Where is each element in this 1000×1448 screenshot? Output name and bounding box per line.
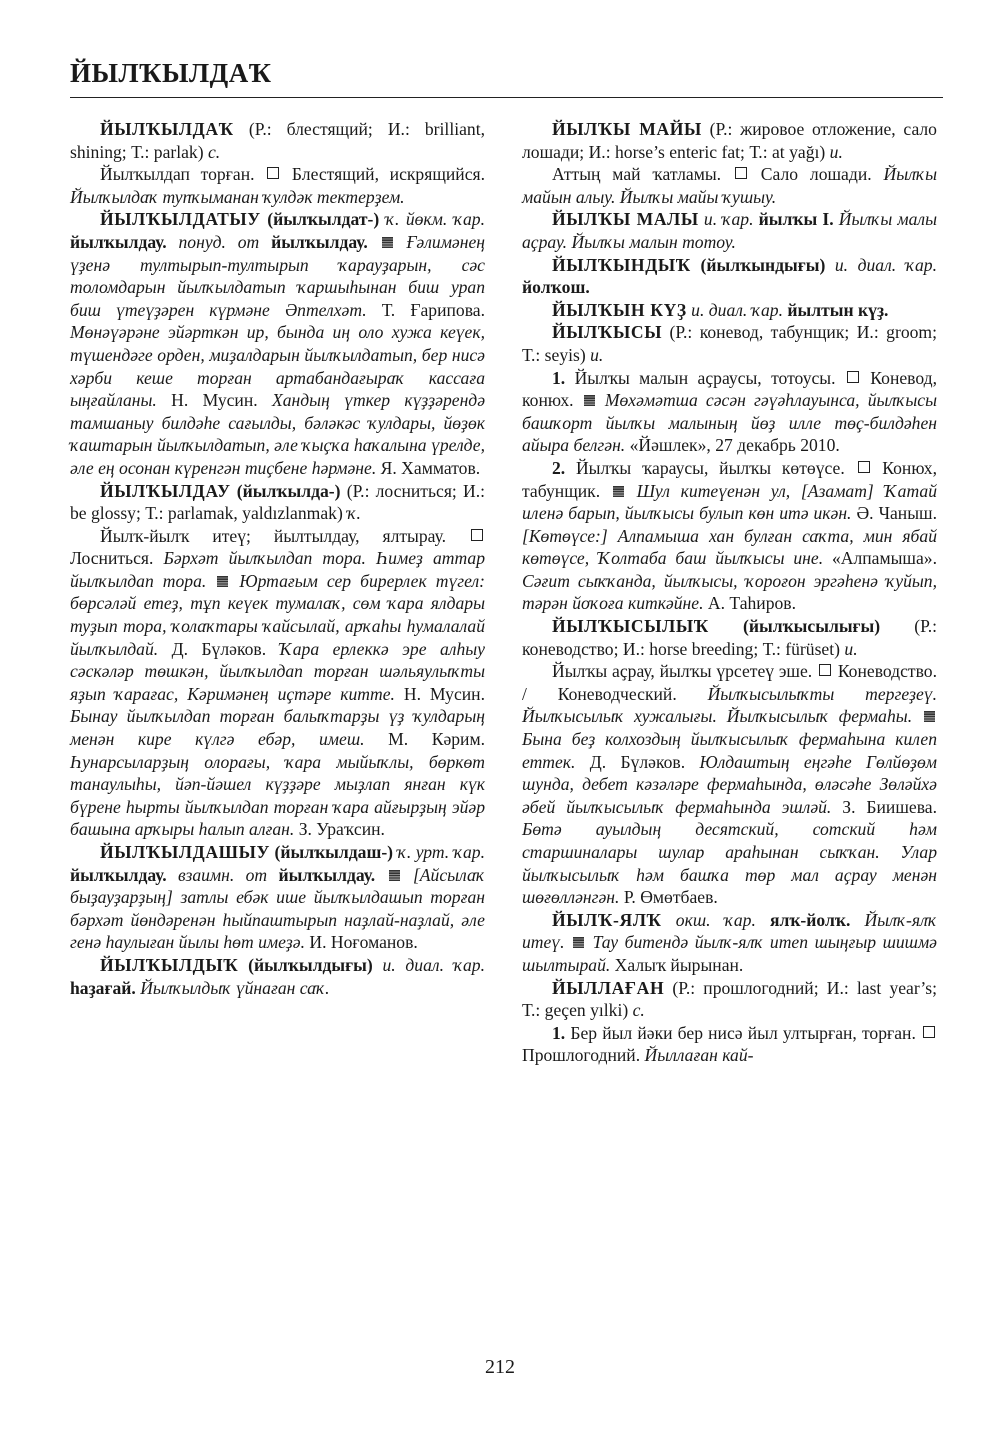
- bold-text: йылтын күҙ.: [787, 299, 889, 320]
- bold-text: (йылҡындығы): [690, 254, 835, 275]
- italic-text: Бына беҙ колхоздың йылҡысылыҡ фермаһына килеп еттек.: [522, 729, 937, 772]
- filled-square-icon: [217, 576, 228, 587]
- dictionary-entry: [70, 208, 485, 479]
- italic-text: Йылҡ-ялҡ итеү.: [522, 909, 937, 953]
- entry-text: [626, 481, 637, 501]
- italic-text: Йылҡылдыҡ үйнаған саҡ.: [140, 977, 330, 998]
- entry-text: Я. Хамматов.: [376, 457, 481, 478]
- dictionary-entry: [522, 254, 937, 299]
- italic-text: и. диал. ҡар.: [686, 299, 788, 320]
- italic-text: окш. ҡар.: [661, 909, 770, 930]
- dictionary-entry: [522, 615, 937, 660]
- italic-text: Сәғит сыҡҡанда, йылҡысы, ҡороғон эргәһенә ҡуйып, тәрән йоҡоға киткәйне.: [522, 570, 937, 614]
- entry-text: Н. Мусин.: [156, 390, 272, 411]
- italic-text: Һунарсыларҙың олорағы, ҡара мыйыҡлы, бөркөт танаулыһы, йәп-йәшел күҙҙәре мыҙлап янған күк бүрене һырты йылҡылдап торған ҡара айғырҙың эйәр башына арҡыры һалып алған.: [70, 751, 485, 840]
- entry-text: Йылҡы аҫрау, йылҡы үрсетеү эше.: [552, 661, 817, 682]
- entry-text: З. Ураҡсин.: [294, 819, 385, 840]
- headword: ЙЫЛЛАҒАН: [552, 977, 665, 998]
- italic-text: и.: [590, 344, 604, 365]
- entry-text: Т. Ғарипова.: [366, 299, 486, 320]
- italic-text: ҡ. йөкм. ҡар.: [385, 209, 485, 230]
- dictionary-entry: [522, 163, 937, 208]
- italic-text: ҡ.: [347, 503, 361, 524]
- filled-square-icon: [573, 937, 584, 948]
- entry-text: [395, 232, 407, 252]
- entry-text: М. Кәрим.: [364, 729, 485, 750]
- page-number: 212: [485, 1356, 515, 1378]
- bold-text: йылҡы I.: [758, 209, 834, 230]
- entry-text: Д. Бүләков.: [575, 751, 700, 772]
- running-head: ЙЫЛҠЫЛДАҠ: [70, 58, 272, 88]
- bold-text: йылҡылдау.: [278, 864, 376, 885]
- italic-text: и. диал. ҡар.: [382, 954, 485, 975]
- italic-text: Йылҡы малы аҫрау. Йылҡы малын тотоу.: [522, 209, 938, 252]
- entry-text: З. Биишева.: [831, 796, 937, 817]
- dictionary-entry: [522, 909, 937, 977]
- italic-text: Йылҡы майын алыу. Йылҡы майы ҡушыу.: [522, 164, 937, 207]
- headword: ЙЫЛҠ-ЯЛҠ: [552, 909, 662, 930]
- entry-text: (Р.: коневод, табунщик; И.: groom; Т.: seyis): [522, 322, 937, 365]
- open-square-icon: [858, 461, 870, 473]
- dictionary-entry: [522, 299, 937, 322]
- filled-square-icon: [613, 486, 624, 497]
- dictionary-entry: [70, 163, 485, 208]
- headword: ЙЫЛҠЫСЫ: [552, 322, 663, 343]
- entry-text: Аттың май ҡатламы.: [552, 164, 733, 185]
- entry-text: [375, 865, 386, 885]
- right-column: [522, 118, 937, 1067]
- entry-text: [565, 932, 572, 952]
- dictionary-entry: [522, 208, 937, 253]
- entry-text: [597, 390, 605, 410]
- open-square-icon: [923, 1026, 935, 1038]
- italic-text: Юлдаштың еңгәһе Гөлйөҙөм шунда, дебет кәзәләре фермаһында, өләсәһе Зөләйхә әбей йылҡысылыҡ фермаһында эшләй.: [522, 751, 938, 817]
- italic-text: взаимн. от: [166, 864, 279, 885]
- entry-text: (Р.: лосниться; И.: be glossy; Т.: parlamak, yaldızlanmak): [70, 480, 485, 524]
- entry-text: Йылҡ-йылҡ итеү; йылтылдау, ялтырау.: [100, 525, 469, 546]
- bold-text: (йылҡылдығы): [238, 954, 383, 975]
- dictionary-entry: [522, 367, 937, 457]
- dictionary-entry: [522, 660, 937, 909]
- italic-text: Ғәлимәнең үҙенә тултырып-тултырып ҡарауҙарын, сәс толомдарын йылҡылдатып ҡаршыһынан биш урап биш үтеүҙәрен күрмәне Әптелхәт.: [70, 231, 485, 320]
- entry-text: [368, 232, 380, 252]
- entry-text: Бер йыл йәки бер нисә йыл ултырған, торған.: [565, 1022, 921, 1043]
- open-square-icon: [267, 167, 279, 179]
- bold-text: 1.: [552, 1022, 566, 1043]
- dictionary-entry: [522, 977, 937, 1022]
- italic-text: и.: [829, 141, 843, 162]
- entry-text: [850, 910, 864, 930]
- entry-text: И. Ноғоманов.: [304, 932, 418, 953]
- entry-text: Прошлогодний.: [522, 1045, 645, 1066]
- italic-text: и. диал. ҡар.: [834, 254, 937, 275]
- open-square-icon: [819, 664, 831, 676]
- italic-text: ҡ. урт. ҡар.: [397, 842, 485, 862]
- entry-text: Н. Мусин.: [394, 683, 485, 704]
- dictionary-entry: [522, 1022, 937, 1067]
- headword: ЙЫЛҠЫНДЫҠ: [552, 254, 691, 275]
- entry-text: (Р.: жировое отложение, сало лошади; И.: horse’s enteric fat; Т.: at yağı): [522, 119, 937, 162]
- dictionary-entry: [70, 525, 485, 841]
- bold-text: йолҡош.: [522, 277, 590, 298]
- bold-text: һаҙағай.: [70, 977, 136, 998]
- entry-text: Д. Бүләков.: [158, 638, 280, 659]
- entry-text: Йылҡылдап торған.: [100, 164, 266, 185]
- entry-text: Конюх, табунщик.: [522, 457, 937, 501]
- italic-text: Йылҡылдаҡ тупҡыманан ҡулдәк тектерҙем.: [70, 186, 405, 207]
- italic-text: [Көтөүсе:] Алпамыша хан булған саҡта, мин ябай көтөүсе, Ҡолтаба баш йылҡысы ине.: [522, 525, 937, 569]
- open-square-icon: [735, 167, 747, 179]
- entry-text: «Алпамыша».: [823, 548, 937, 569]
- header-rule: [70, 97, 943, 98]
- italic-text: Юртағым сер бирерлек түгел: бөрсәләй етеҙ, тұп кеүек тумалаҡ, сөм ҡара ялдары туҙып тора, ҡолаҡтары ҡайсылай, арҡаһы һумалалай йылҡылдай.: [70, 570, 486, 659]
- headword: ЙЫЛҠЫЛДАҠ: [100, 119, 234, 139]
- italic-text: [Айсылаҡ быҙауҙарҙың] затлы ебәк ише йылҡылдашып торған бәрхәт йөндәренән һыйпаштырып наҙлай-наҙлай, әле генә һаулыған йылы һөт имеҙә.: [70, 864, 486, 953]
- dictionary-entry: [522, 321, 937, 366]
- headword: ЙЫЛҠЫЛДАУ: [100, 480, 231, 501]
- entry-text: А. Таһиров.: [703, 593, 797, 614]
- filled-square-icon: [584, 395, 595, 406]
- entry-text: [912, 706, 922, 726]
- open-square-icon: [471, 529, 483, 541]
- italic-text: Мөнәүәрәне эйәрткән ир, бында иң оло хужа кеүек, түшендәге орден, миҙалдарын йылҡылдатып, бер нисә хәрби кеше торған артабандағыраҡ кассаға ыңғайланы.: [70, 322, 485, 411]
- italic-text: с.: [207, 141, 221, 162]
- italic-text: Тау битендә йылҡ-ялҡ итеп шыңғыр шишмә шылтырай.: [522, 932, 937, 975]
- entry-text: Йылҡы малын аҫраусы, тотоусы.: [565, 367, 845, 388]
- entry-text: Йылҡы ҡараусы, йылҡы көтөүсе.: [565, 457, 856, 478]
- italic-text: Хандың үткер күҙҙәрендә тамшаныу билдәһе сағылды, бәләкәс ҡулдары, йөҙөк ҡаштарын йылҡылдатып, әле ҡыҫҡа һаҡалына үрелде, әле ең осонан күренгән тиҫбене һәрмәне.: [70, 390, 486, 478]
- entry-text: «Йәшлек», 27 декабрь 2010.: [625, 435, 840, 456]
- headword: ЙЫЛҠЫН КҮҘ: [552, 299, 687, 320]
- filled-square-icon: [389, 870, 400, 881]
- italic-text: Мөхәмәтша сәсән гәүәһлауынса, йылҡысы башҡорт йылҡы малының йөҙ илле төҫ-билдәһен айыра белгән.: [522, 390, 937, 456]
- italic-text: Бөтә ауылдың десятский, сотский һәм старшиналары шулар араһынан сыҡҡан. Улар йылҡысылыҡ һәм башҡа төр мал аҫрау менән шөғөлләнгән.: [522, 819, 937, 908]
- bold-text: (йылҡылдат-): [260, 209, 386, 230]
- headword: ЙЫЛҠЫ МАЙЫ: [552, 119, 702, 139]
- entry-text: [402, 865, 413, 885]
- entry-text: Лосниться.: [70, 548, 164, 569]
- headword: ЙЫЛҠЫ МАЛЫ: [552, 209, 699, 230]
- bold-text: (йылҡылдаш-): [269, 842, 398, 862]
- entry-text: Р. Өмөтбаев.: [619, 887, 718, 908]
- dictionary-entry: [522, 118, 937, 163]
- filled-square-icon: [382, 237, 393, 248]
- bold-text: 1.: [552, 367, 566, 388]
- headword: ЙЫЛҠЫЛДАТЫУ: [100, 209, 261, 230]
- dictionary-entry: [70, 954, 485, 999]
- italic-text: Шул китеүенән ул, [Азамат] Ҡатай иленә барып, йылҡысы булып көн итә икән.: [522, 480, 937, 524]
- filled-square-icon: [924, 711, 935, 722]
- entry-text: (Р.: блестящий; И.: brilliant, shining; Т.: parlak): [70, 119, 485, 162]
- headword: ЙЫЛҠЫСЫЛЫҠ: [552, 616, 709, 637]
- bold-text: ялҡ-йолҡ.: [769, 909, 851, 930]
- entry-text: (Р.: коневодство; И.: horse breeding; Т.: fürüset): [522, 616, 937, 659]
- italic-text: Йылҡысылыҡты тергеҙеү. Йылҡысылыҡ хужалығы. Йылҡысылыҡ фермаһы.: [522, 683, 937, 727]
- dictionary-entry: [522, 457, 937, 615]
- bold-text: йылҡылдау.: [70, 231, 167, 252]
- bold-text: (йылҡысылығы): [708, 616, 881, 637]
- entry-text: Ә. Чаныш.: [851, 503, 937, 524]
- italic-text: с.: [632, 1000, 645, 1021]
- italic-text: Бәрхәт йылҡылдап тора. Һимеҙ аттар йылҡылдап тора.: [70, 548, 485, 591]
- italic-text: и. ҡар.: [698, 209, 759, 230]
- dictionary-entry: [70, 118, 485, 163]
- dictionary-entry: [70, 480, 485, 525]
- italic-text: понуд. от: [166, 231, 272, 252]
- italic-text: Ҡара ерлеккә эре алһыу сәскәләр төшкән, йылҡылдап торған шәльяулыҡты яҙып ҡарағас, Кәримәнең иҫтәре китте.: [70, 638, 485, 704]
- entry-text: Коневод, конюх.: [522, 367, 937, 411]
- headword: ЙЫЛҠЫЛДАШЫУ: [100, 842, 270, 862]
- dictionary-entry: [70, 841, 485, 954]
- italic-text: и.: [844, 638, 858, 659]
- left-column: [70, 118, 485, 999]
- entry-text: Коневодство. / Коневодческий.: [522, 661, 938, 704]
- bold-text: йылҡылдау.: [271, 231, 368, 252]
- entry-text: Блестящий, искрящийся.: [281, 164, 486, 185]
- bold-text: 2.: [552, 457, 566, 478]
- italic-text: Бынау йылҡылдап торған балыҡтарҙы үҙ ҡулдарың менән кире күлгә ебәр, имеш.: [70, 706, 485, 750]
- entry-text: Сало лошади.: [748, 164, 884, 185]
- entry-text: (Р.: прошлогодний; И.: last year’s; Т.: geçen yılki): [522, 977, 937, 1021]
- bold-text: йылҡылдау.: [70, 864, 167, 885]
- entry-text: Халыҡ йырынан.: [610, 954, 744, 975]
- headword: ЙЫЛҠЫЛДЫҠ: [100, 954, 239, 975]
- bold-text: (йылҡылда-): [230, 480, 341, 501]
- open-square-icon: [847, 371, 859, 383]
- italic-text: Йыллаған кай-: [644, 1045, 754, 1066]
- entry-text: [206, 571, 215, 591]
